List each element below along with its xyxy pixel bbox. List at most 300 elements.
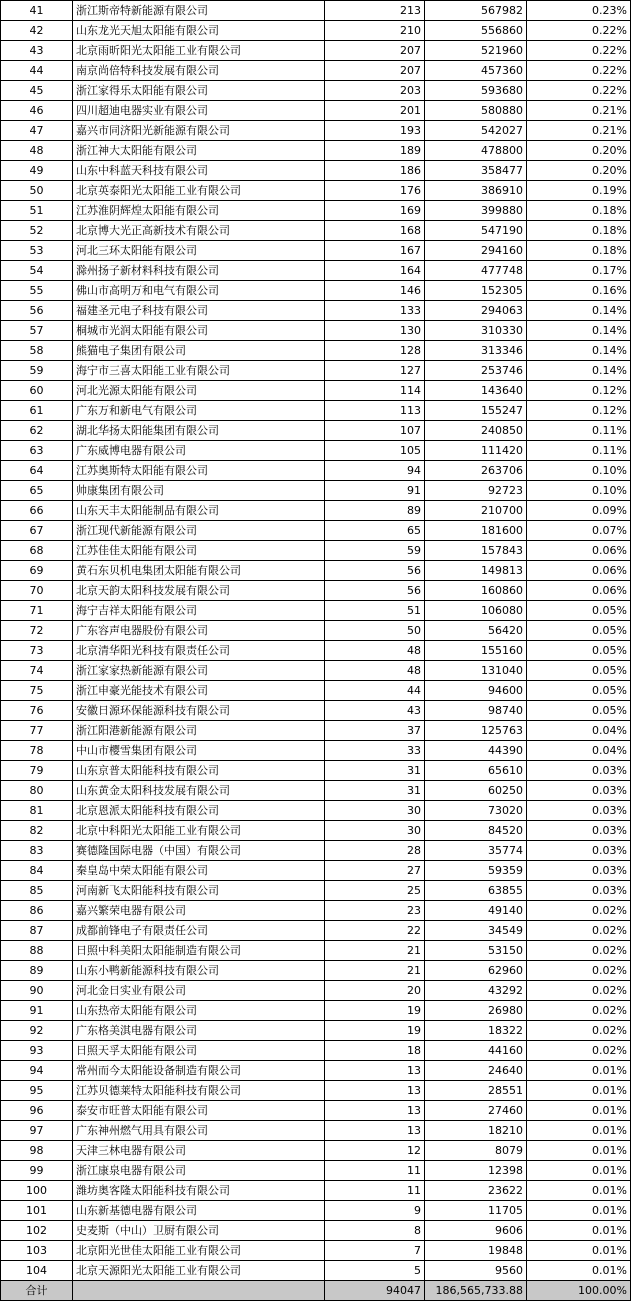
sales-count: 31 (325, 781, 425, 801)
company-name: 浙江家家热新能源有限公司 (73, 661, 325, 681)
company-name: 北京雨昕阳光太阳能工业有限公司 (73, 41, 325, 61)
table-row (1, 381, 631, 401)
share-percent: 0.21% (527, 121, 631, 141)
share-percent: 0.05% (527, 641, 631, 661)
share-percent: 0.09% (527, 501, 631, 521)
sales-amount: 111420 (425, 441, 527, 461)
table-row (1, 81, 631, 101)
sales-amount: 478800 (425, 141, 527, 161)
company-name: 史麦斯（中山）卫厨有限公司 (73, 1221, 325, 1241)
sales-amount: 53150 (425, 941, 527, 961)
sales-amount: 28551 (425, 1081, 527, 1101)
sales-amount: 94600 (425, 681, 527, 701)
sales-amount: 9560 (425, 1261, 527, 1281)
sales-count: 25 (325, 881, 425, 901)
share-percent: 0.10% (527, 461, 631, 481)
sales-count: 203 (325, 81, 425, 101)
sales-count: 22 (325, 921, 425, 941)
row-number: 79 (1, 761, 73, 781)
sales-amount: 253746 (425, 361, 527, 381)
table-row (1, 701, 631, 721)
sales-amount: 106080 (425, 601, 527, 621)
table-row (1, 21, 631, 41)
row-number: 43 (1, 41, 73, 61)
row-number: 94 (1, 1061, 73, 1081)
row-number: 67 (1, 521, 73, 541)
company-name: 中山市樱雪集团有限公司 (73, 741, 325, 761)
sales-count: 168 (325, 221, 425, 241)
company-name: 北京天源阳光太阳能工业有限公司 (73, 1261, 325, 1281)
company-name: 成都前锋电子有限责任公司 (73, 921, 325, 941)
row-number: 62 (1, 421, 73, 441)
row-number: 99 (1, 1161, 73, 1181)
sales-count: 56 (325, 561, 425, 581)
company-name: 常州而今太阳能设备制造有限公司 (73, 1061, 325, 1081)
row-number: 68 (1, 541, 73, 561)
sales-amount: 152305 (425, 281, 527, 301)
table-row (1, 1041, 631, 1061)
share-percent: 0.05% (527, 661, 631, 681)
company-name: 北京中科阳光太阳能工业有限公司 (73, 821, 325, 841)
total-row (1, 1281, 631, 1301)
row-number: 55 (1, 281, 73, 301)
sales-amount: 44160 (425, 1041, 527, 1061)
row-number: 42 (1, 21, 73, 41)
table-row (1, 121, 631, 141)
row-number: 51 (1, 201, 73, 221)
share-percent: 0.01% (527, 1141, 631, 1161)
sales-count: 12 (325, 1141, 425, 1161)
sales-amount: 547190 (425, 221, 527, 241)
company-name: 帅康集团有限公司 (73, 481, 325, 501)
row-number: 86 (1, 901, 73, 921)
company-name: 江苏佳佳太阳能有限公司 (73, 541, 325, 561)
total-count: 94047 (325, 1281, 425, 1301)
share-percent: 0.06% (527, 541, 631, 561)
sales-count: 167 (325, 241, 425, 261)
table-row (1, 1021, 631, 1041)
row-number: 45 (1, 81, 73, 101)
company-name: 黄石东贝机电集团太阳能有限公司 (73, 561, 325, 581)
row-number: 80 (1, 781, 73, 801)
row-number: 104 (1, 1261, 73, 1281)
row-number: 91 (1, 1001, 73, 1021)
row-number: 90 (1, 981, 73, 1001)
share-percent: 0.03% (527, 841, 631, 861)
company-name: 泰安市旺普太阳能有限公司 (73, 1101, 325, 1121)
company-name: 浙江现代新能源有限公司 (73, 521, 325, 541)
table-row (1, 501, 631, 521)
table-row (1, 481, 631, 501)
sales-amount: 8079 (425, 1141, 527, 1161)
table-row (1, 1141, 631, 1161)
company-name: 北京天韵太阳科技发展有限公司 (73, 581, 325, 601)
sales-amount: 157843 (425, 541, 527, 561)
sales-amount: 9606 (425, 1221, 527, 1241)
company-name: 山东天丰太阳能制品有限公司 (73, 501, 325, 521)
table-row (1, 981, 631, 1001)
company-name: 赛德隆国际电器（中国）有限公司 (73, 841, 325, 861)
sales-amount: 294063 (425, 301, 527, 321)
sales-count: 207 (325, 41, 425, 61)
sales-amount: 26980 (425, 1001, 527, 1021)
table-row (1, 1061, 631, 1081)
sales-amount: 155247 (425, 401, 527, 421)
sales-count: 51 (325, 601, 425, 621)
row-number: 66 (1, 501, 73, 521)
sales-amount: 24640 (425, 1061, 527, 1081)
sales-count: 31 (325, 761, 425, 781)
share-percent: 0.05% (527, 701, 631, 721)
sales-count: 133 (325, 301, 425, 321)
share-percent: 0.01% (527, 1221, 631, 1241)
row-number: 60 (1, 381, 73, 401)
share-percent: 0.04% (527, 741, 631, 761)
share-percent: 0.14% (527, 341, 631, 361)
sales-count: 59 (325, 541, 425, 561)
company-name: 浙江阳港新能源有限公司 (73, 721, 325, 741)
table-row (1, 641, 631, 661)
sales-count: 169 (325, 201, 425, 221)
sales-count: 11 (325, 1181, 425, 1201)
row-number: 69 (1, 561, 73, 581)
sales-count: 94 (325, 461, 425, 481)
sales-count: 65 (325, 521, 425, 541)
share-percent: 0.03% (527, 781, 631, 801)
sales-count: 107 (325, 421, 425, 441)
share-percent: 0.03% (527, 881, 631, 901)
share-percent: 0.14% (527, 361, 631, 381)
sales-count: 19 (325, 1001, 425, 1021)
row-number: 82 (1, 821, 73, 841)
sales-count: 193 (325, 121, 425, 141)
row-number: 53 (1, 241, 73, 261)
table-row (1, 1, 631, 21)
company-name: 河北金日实业有限公司 (73, 981, 325, 1001)
share-percent: 0.03% (527, 861, 631, 881)
table-row (1, 761, 631, 781)
sales-amount: 35774 (425, 841, 527, 861)
table-row (1, 541, 631, 561)
sales-count: 48 (325, 661, 425, 681)
sales-count: 30 (325, 801, 425, 821)
sales-amount: 240850 (425, 421, 527, 441)
sales-count: 21 (325, 961, 425, 981)
sales-amount: 34549 (425, 921, 527, 941)
row-number: 88 (1, 941, 73, 961)
share-percent: 0.12% (527, 401, 631, 421)
company-name: 山东京普太阳能科技有限公司 (73, 761, 325, 781)
sales-amount: 60250 (425, 781, 527, 801)
share-percent: 0.01% (527, 1081, 631, 1101)
share-percent: 0.07% (527, 521, 631, 541)
company-name: 北京恩派太阳能科技有限公司 (73, 801, 325, 821)
row-number: 97 (1, 1121, 73, 1141)
row-number: 70 (1, 581, 73, 601)
row-number: 76 (1, 701, 73, 721)
sales-count: 9 (325, 1201, 425, 1221)
row-number: 57 (1, 321, 73, 341)
table-row (1, 461, 631, 481)
sales-amount: 160860 (425, 581, 527, 601)
table-row (1, 261, 631, 281)
sales-amount: 49140 (425, 901, 527, 921)
sales-amount: 92723 (425, 481, 527, 501)
row-number: 73 (1, 641, 73, 661)
table-row (1, 741, 631, 761)
share-percent: 0.19% (527, 181, 631, 201)
sales-amount: 125763 (425, 721, 527, 741)
share-percent: 0.01% (527, 1101, 631, 1121)
share-percent: 0.14% (527, 301, 631, 321)
sales-amount: 313346 (425, 341, 527, 361)
row-number: 48 (1, 141, 73, 161)
sales-amount: 84520 (425, 821, 527, 841)
row-number: 83 (1, 841, 73, 861)
sales-amount: 23622 (425, 1181, 527, 1201)
share-percent: 0.22% (527, 41, 631, 61)
table-row (1, 1121, 631, 1141)
company-name: 北京阳光世佳太阳能工业有限公司 (73, 1241, 325, 1261)
row-number: 44 (1, 61, 73, 81)
row-number: 46 (1, 101, 73, 121)
sales-amount: 155160 (425, 641, 527, 661)
table-row (1, 181, 631, 201)
sales-count: 186 (325, 161, 425, 181)
share-percent: 0.01% (527, 1161, 631, 1181)
table-row (1, 781, 631, 801)
table-row (1, 721, 631, 741)
sales-amount: 263706 (425, 461, 527, 481)
sales-count: 21 (325, 941, 425, 961)
sales-count: 13 (325, 1101, 425, 1121)
sales-count: 164 (325, 261, 425, 281)
table-row (1, 61, 631, 81)
sales-amount: 399880 (425, 201, 527, 221)
row-number: 103 (1, 1241, 73, 1261)
sales-count: 11 (325, 1161, 425, 1181)
sales-count: 19 (325, 1021, 425, 1041)
table-row (1, 201, 631, 221)
sales-amount: 63855 (425, 881, 527, 901)
row-number: 56 (1, 301, 73, 321)
sales-count: 44 (325, 681, 425, 701)
table-row (1, 101, 631, 121)
sales-amount: 149813 (425, 561, 527, 581)
share-percent: 0.22% (527, 21, 631, 41)
row-number: 84 (1, 861, 73, 881)
sales-amount: 521960 (425, 41, 527, 61)
share-percent: 0.02% (527, 961, 631, 981)
share-percent: 0.18% (527, 221, 631, 241)
sales-amount: 131040 (425, 661, 527, 681)
total-name-cell (73, 1281, 325, 1301)
sales-count: 43 (325, 701, 425, 721)
table-row (1, 941, 631, 961)
sales-count: 189 (325, 141, 425, 161)
table-row (1, 1241, 631, 1261)
share-percent: 0.05% (527, 681, 631, 701)
table-row (1, 681, 631, 701)
share-percent: 0.16% (527, 281, 631, 301)
share-percent: 0.02% (527, 1041, 631, 1061)
company-name: 浙江家得乐太阳能有限公司 (73, 81, 325, 101)
row-number: 81 (1, 801, 73, 821)
row-number: 87 (1, 921, 73, 941)
sales-count: 48 (325, 641, 425, 661)
table-row (1, 581, 631, 601)
table-row (1, 1081, 631, 1101)
company-name: 广东威博电器有限公司 (73, 441, 325, 461)
sales-amount: 593680 (425, 81, 527, 101)
sales-count: 13 (325, 1061, 425, 1081)
sales-amount: 556860 (425, 21, 527, 41)
table-row (1, 881, 631, 901)
row-number: 47 (1, 121, 73, 141)
share-percent: 0.01% (527, 1121, 631, 1141)
sales-amount: 44390 (425, 741, 527, 761)
company-name: 海宁吉祥太阳能有限公司 (73, 601, 325, 621)
company-name: 山东热帝太阳能有限公司 (73, 1001, 325, 1021)
company-name: 河北三环太阳能有限公司 (73, 241, 325, 261)
company-name: 浙江斯帝特新能源有限公司 (73, 1, 325, 21)
company-name: 海宁市三喜太阳能工业有限公司 (73, 361, 325, 381)
table-row (1, 361, 631, 381)
share-percent: 0.02% (527, 921, 631, 941)
company-name: 江苏淮阴辉煌太阳能有限公司 (73, 201, 325, 221)
share-percent: 0.05% (527, 601, 631, 621)
row-number: 96 (1, 1101, 73, 1121)
sales-amount: 18210 (425, 1121, 527, 1141)
share-percent: 0.18% (527, 241, 631, 261)
row-number: 95 (1, 1081, 73, 1101)
sales-amount: 294160 (425, 241, 527, 261)
company-name: 江苏贝德莱特太阳能科技有限公司 (73, 1081, 325, 1101)
company-name: 桐城市光润太阳能有限公司 (73, 321, 325, 341)
row-number: 92 (1, 1021, 73, 1041)
share-percent: 0.03% (527, 821, 631, 841)
table-row (1, 1261, 631, 1281)
company-name: 山东新基德电器有限公司 (73, 1201, 325, 1221)
share-percent: 0.02% (527, 941, 631, 961)
share-percent: 0.11% (527, 421, 631, 441)
sales-count: 207 (325, 61, 425, 81)
table-row (1, 961, 631, 981)
sales-amount: 59359 (425, 861, 527, 881)
share-percent: 0.05% (527, 621, 631, 641)
row-number: 101 (1, 1201, 73, 1221)
company-name: 浙江神大太阳能有限公司 (73, 141, 325, 161)
sales-amount: 43292 (425, 981, 527, 1001)
company-name: 江苏奥斯特太阳能有限公司 (73, 461, 325, 481)
share-percent: 0.20% (527, 141, 631, 161)
sales-count: 128 (325, 341, 425, 361)
company-name: 山东中科蓝天科技有限公司 (73, 161, 325, 181)
company-name: 南京尚倍特科技发展有限公司 (73, 61, 325, 81)
sales-count: 56 (325, 581, 425, 601)
table-row (1, 561, 631, 581)
sales-amount: 477748 (425, 261, 527, 281)
sales-amount: 73020 (425, 801, 527, 821)
table-row (1, 841, 631, 861)
company-name: 山东龙光天旭太阳能有限公司 (73, 21, 325, 41)
row-number: 71 (1, 601, 73, 621)
company-name: 日照天孚太阳能有限公司 (73, 1041, 325, 1061)
share-percent: 0.17% (527, 261, 631, 281)
company-name: 日照中科美阳太阳能制造有限公司 (73, 941, 325, 961)
row-number: 49 (1, 161, 73, 181)
table-row (1, 801, 631, 821)
sales-count: 27 (325, 861, 425, 881)
company-name: 嘉兴繁荣电器有限公司 (73, 901, 325, 921)
sales-count: 105 (325, 441, 425, 461)
company-name: 浙江申豪光能技术有限公司 (73, 681, 325, 701)
table-row (1, 221, 631, 241)
sales-amount: 62960 (425, 961, 527, 981)
share-percent: 0.01% (527, 1061, 631, 1081)
sales-amount: 65610 (425, 761, 527, 781)
company-name: 河北光源太阳能有限公司 (73, 381, 325, 401)
sales-amount: 567982 (425, 1, 527, 21)
company-name: 广东格美淇电器有限公司 (73, 1021, 325, 1041)
share-percent: 0.01% (527, 1181, 631, 1201)
company-name: 山东黄金太阳科技发展有限公司 (73, 781, 325, 801)
sales-count: 23 (325, 901, 425, 921)
company-name: 北京英泰阳光太阳能工业有限公司 (73, 181, 325, 201)
table-row (1, 301, 631, 321)
total-percent: 100.00% (527, 1281, 631, 1301)
sales-amount: 457360 (425, 61, 527, 81)
share-percent: 0.23% (527, 1, 631, 21)
table-row (1, 661, 631, 681)
company-name: 浙江康泉电器有限公司 (73, 1161, 325, 1181)
sales-amount: 98740 (425, 701, 527, 721)
table-row (1, 1001, 631, 1021)
table-row (1, 901, 631, 921)
sales-count: 113 (325, 401, 425, 421)
sales-count: 13 (325, 1121, 425, 1141)
table-row (1, 41, 631, 61)
total-label: 合计 (1, 1281, 73, 1301)
sales-count: 130 (325, 321, 425, 341)
table-row (1, 861, 631, 881)
sales-count: 176 (325, 181, 425, 201)
sales-amount: 56420 (425, 621, 527, 641)
row-number: 102 (1, 1221, 73, 1241)
table-row (1, 281, 631, 301)
share-percent: 0.01% (527, 1261, 631, 1281)
sales-amount: 18322 (425, 1021, 527, 1041)
sales-count: 5 (325, 1261, 425, 1281)
sales-amount: 11705 (425, 1201, 527, 1221)
company-name: 广东神州燃气用具有限公司 (73, 1121, 325, 1141)
row-number: 63 (1, 441, 73, 461)
row-number: 77 (1, 721, 73, 741)
table-row (1, 1181, 631, 1201)
table-row (1, 521, 631, 541)
table-row (1, 921, 631, 941)
sales-count: 13 (325, 1081, 425, 1101)
company-name: 山东小鸭新能源科技有限公司 (73, 961, 325, 981)
table-row (1, 1201, 631, 1221)
row-number: 41 (1, 1, 73, 21)
share-percent: 0.18% (527, 201, 631, 221)
row-number: 54 (1, 261, 73, 281)
sales-amount: 27460 (425, 1101, 527, 1121)
row-number: 50 (1, 181, 73, 201)
sales-amount: 542027 (425, 121, 527, 141)
sales-amount: 210700 (425, 501, 527, 521)
